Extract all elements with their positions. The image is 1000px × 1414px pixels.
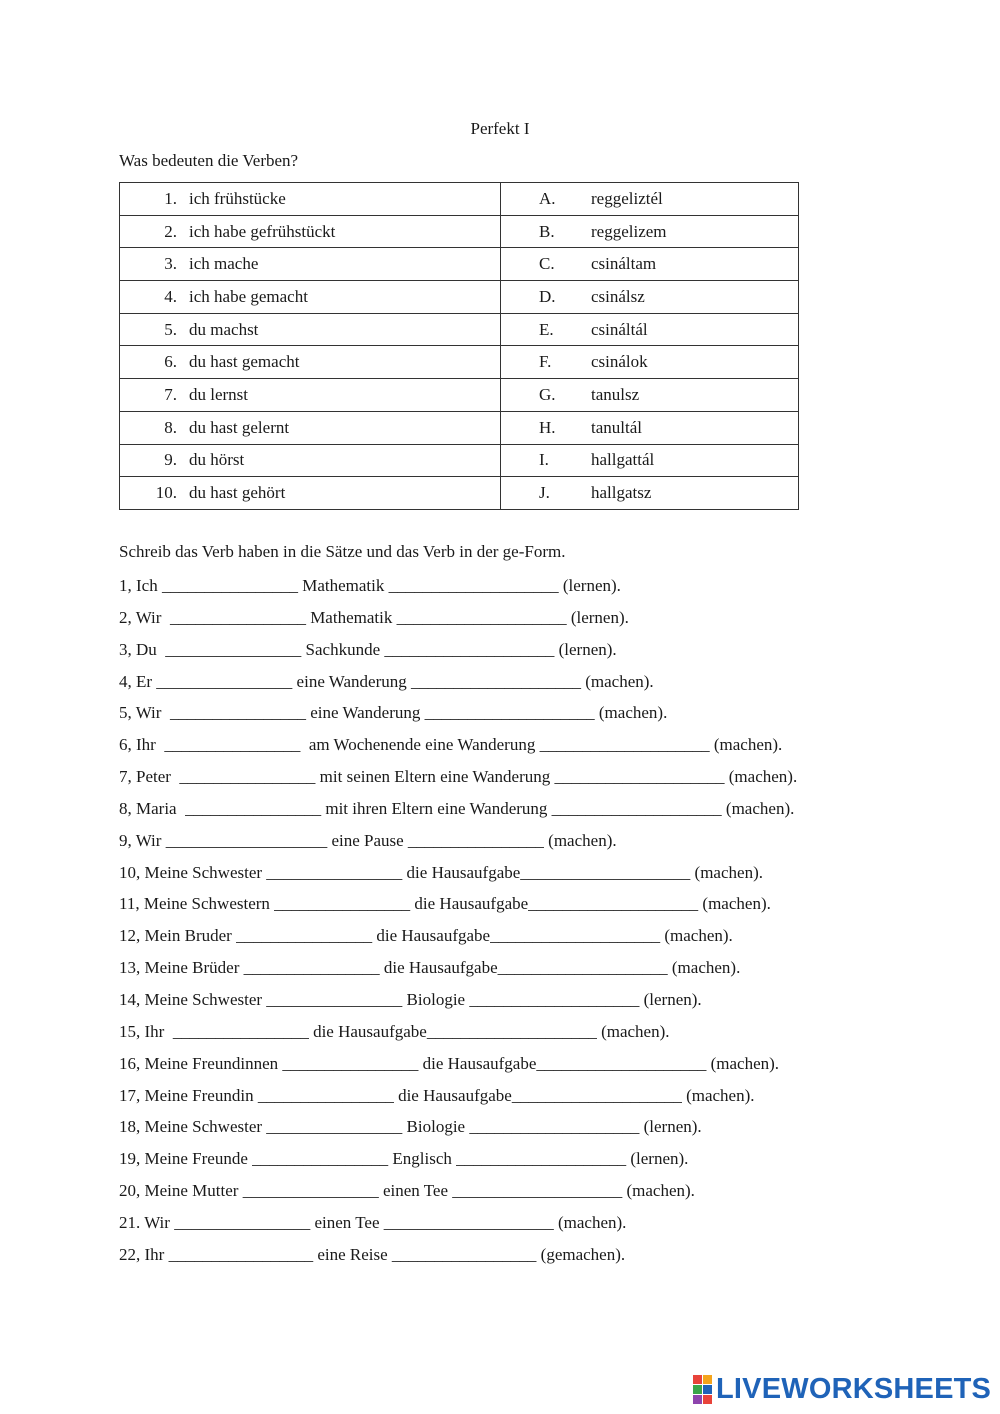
exercise-sentence: 22, Ihr _________________ eine Reise _________________ (gemachen). <box>119 1244 626 1264</box>
exercise-sentence: 20, Meine Mutter ________________ einen Tee ____________________ (machen). <box>119 1181 695 1201</box>
german-verb-cell <box>120 444 501 477</box>
matching-row <box>120 379 799 412</box>
hungarian-verb: reggelizem <box>591 221 667 241</box>
item-number: 5. <box>164 319 177 339</box>
hungarian-verb: reggeliztél <box>591 188 663 208</box>
logo-square <box>703 1395 712 1404</box>
liveworksheets-logo <box>693 1373 991 1405</box>
german-verb: du hörst <box>189 450 245 470</box>
hungarian-verb: tanultál <box>591 417 642 437</box>
hungarian-verb: hallgattál <box>591 450 655 470</box>
hungarian-verb: csinálok <box>591 352 648 372</box>
exercise-sentence: 10, Meine Schwester ________________ die Hausaufgabe____________________ (machen). <box>119 862 763 882</box>
logo-square <box>703 1385 712 1394</box>
sentence-list <box>119 574 979 1275</box>
logo-square <box>693 1395 702 1404</box>
item-letter: C. <box>539 254 555 274</box>
matching-row <box>120 411 799 444</box>
hungarian-verb: hallgatsz <box>591 483 652 503</box>
exercise-sentence: 9, Wir ___________________ eine Pause ________________ (machen). <box>119 830 617 850</box>
instruction-matching: Was bedeuten die Verben? <box>119 151 299 170</box>
matching-row <box>120 346 799 379</box>
german-verb: ich mache <box>189 254 259 274</box>
matching-row <box>120 248 799 281</box>
exercise-sentence: 11, Meine Schwestern ________________ die Hausaufgabe____________________ (machen). <box>119 894 771 914</box>
instruction-fill-in: Schreib das Verb haben in die Sätze und das Verb in der ge-Form. <box>119 542 566 561</box>
item-letter: I. <box>539 450 549 470</box>
logo-text: LIVEWORKSHEETS <box>716 1372 992 1405</box>
hungarian-verb-cell <box>501 379 799 412</box>
item-number: 6. <box>164 352 177 372</box>
hungarian-verb-cell <box>501 346 799 379</box>
exercise-sentence: 4, Er ________________ eine Wanderung ____________________ (machen). <box>119 671 654 691</box>
matching-row <box>120 183 799 216</box>
exercise-sentence: 3, Du ________________ Sachkunde ____________________ (lernen). <box>119 639 617 659</box>
hungarian-verb: csinálsz <box>591 286 645 306</box>
hungarian-verb: csináltál <box>591 319 648 339</box>
german-verb-cell <box>120 379 501 412</box>
item-letter: F. <box>539 352 552 372</box>
exercise-sentence: 16, Meine Freundinnen ________________ die Hausaufgabe____________________ (machen). <box>119 1053 780 1073</box>
hungarian-verb-cell <box>501 215 799 248</box>
item-letter: H. <box>539 417 556 437</box>
matching-row <box>120 444 799 477</box>
item-letter: B. <box>539 221 555 241</box>
exercise-sentence: 14, Meine Schwester ________________ Biologie ____________________ (lernen). <box>119 989 702 1009</box>
german-verb: ich frühstücke <box>189 188 286 208</box>
german-verb: ich habe gefrühstückt <box>189 221 336 241</box>
matching-row <box>120 215 799 248</box>
item-letter: D. <box>539 286 556 306</box>
item-letter: J. <box>539 483 550 503</box>
logo-square <box>693 1385 702 1394</box>
german-verb: du hast gelernt <box>189 417 290 437</box>
exercise-sentence: 18, Meine Schwester ________________ Biologie ____________________ (lernen). <box>119 1117 702 1137</box>
german-verb-cell <box>120 183 501 216</box>
hungarian-verb: tanulsz <box>591 384 640 404</box>
german-verb: du hast gehört <box>189 483 286 503</box>
german-verb-cell <box>120 248 501 281</box>
exercise-sentence: 19, Meine Freunde ________________ Englisch ____________________ (lernen). <box>119 1149 689 1169</box>
hungarian-verb-cell <box>501 444 799 477</box>
german-verb-cell <box>120 215 501 248</box>
exercise-sentence: 13, Meine Brüder ________________ die Hausaufgabe____________________ (machen). <box>119 958 741 978</box>
german-verb: du lernst <box>189 384 249 404</box>
page-title: Perfekt I <box>470 119 530 138</box>
hungarian-verb: csináltam <box>591 254 657 274</box>
exercise-sentence: 15, Ihr ________________ die Hausaufgabe____________________ (machen). <box>119 1021 670 1041</box>
matching-row <box>120 281 799 314</box>
german-verb: ich habe gemacht <box>189 286 308 306</box>
matching-row <box>120 313 799 346</box>
item-number: 10. <box>155 483 177 503</box>
item-number: 9. <box>164 450 177 470</box>
exercise-sentence: 17, Meine Freundin ________________ die Hausaufgabe____________________ (machen). <box>119 1085 755 1105</box>
exercise-sentence: 7, Peter ________________ mit seinen Eltern eine Wanderung ____________________ (machen). <box>119 767 798 787</box>
exercise-sentence: 21. Wir ________________ einen Tee ____________________ (machen). <box>119 1212 627 1232</box>
item-number: 1. <box>164 188 177 208</box>
logo-square <box>703 1375 712 1384</box>
exercise-sentence: 6, Ihr ________________ am Wochenende eine Wanderung ____________________ (machen). <box>119 735 783 755</box>
german-verb-cell <box>120 281 501 314</box>
logo-square <box>693 1375 702 1384</box>
item-letter: A. <box>539 188 556 208</box>
hungarian-verb-cell <box>501 313 799 346</box>
hungarian-verb-cell <box>501 183 799 216</box>
item-letter: G. <box>539 384 556 404</box>
german-verb-cell <box>120 411 501 444</box>
german-verb: du hast gemacht <box>189 352 300 372</box>
german-verb: du machst <box>189 319 259 339</box>
item-number: 3. <box>164 254 177 274</box>
matching-row <box>120 477 799 510</box>
exercise-sentence: 5, Wir ________________ eine Wanderung ____________________ (machen). <box>119 703 668 723</box>
exercise-sentence: 12, Mein Bruder ________________ die Hausaufgabe____________________ (machen). <box>119 926 733 946</box>
hungarian-verb-cell <box>501 248 799 281</box>
exercise-sentence: 2, Wir ________________ Mathematik ____________________ (lernen). <box>119 607 629 627</box>
german-verb-cell <box>120 346 501 379</box>
hungarian-verb-cell <box>501 281 799 314</box>
hungarian-verb-cell <box>501 477 799 510</box>
item-number: 8. <box>164 417 177 437</box>
item-number: 4. <box>164 286 177 306</box>
german-verb-cell <box>120 477 501 510</box>
exercise-sentence: 1, Ich ________________ Mathematik ____________________ (lernen). <box>119 576 621 595</box>
german-verb-cell <box>120 313 501 346</box>
item-number: 7. <box>164 384 177 404</box>
hungarian-verb-cell <box>501 411 799 444</box>
logo-icon <box>693 1375 712 1404</box>
item-letter: E. <box>539 319 554 339</box>
item-number: 2. <box>164 221 177 241</box>
matching-table <box>119 182 799 510</box>
exercise-sentence: 8, Maria ________________ mit ihren Eltern eine Wanderung ____________________ (machen). <box>119 798 795 818</box>
